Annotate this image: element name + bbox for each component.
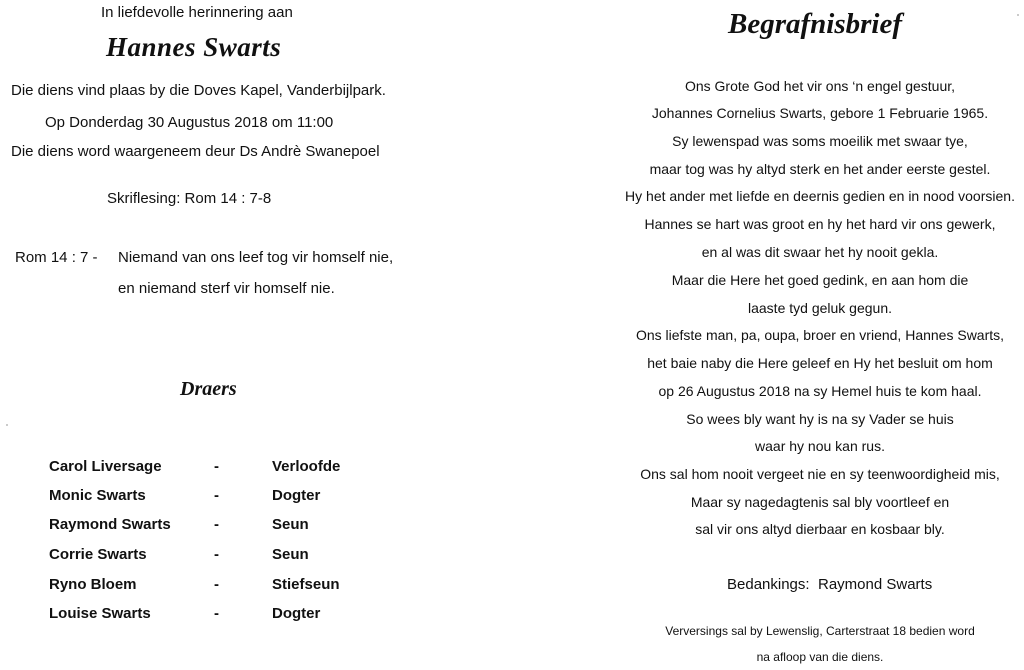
bearer-name: Raymond Swarts: [49, 516, 171, 533]
poem-line: Maar sy nagedagtenis sal bly voortleef en: [690, 494, 950, 510]
verse-line-2: en niemand sterf vir homself nie.: [118, 280, 335, 297]
poem-line: So wees bly want hy is na sy Vader se huis: [686, 411, 954, 427]
scan-speck: [6, 424, 8, 426]
poem-line: Maar die Here het goed gedink, en aan hom die: [671, 272, 969, 288]
bearer-row: [0, 458, 400, 480]
bearer-row: [0, 576, 400, 598]
page-title: Begrafnisbrief: [728, 8, 902, 40]
bearer-separator: -: [214, 576, 219, 593]
service-date: Op Donderdag 30 Augustus 2018 om 11:00: [45, 114, 334, 131]
bearer-relation: Seun: [272, 546, 309, 563]
scan-speck: [1017, 14, 1019, 16]
bearer-separator: -: [214, 605, 219, 622]
bearer-name: Monic Swarts: [49, 487, 146, 504]
bearer-separator: -: [214, 516, 219, 533]
bearer-name: Carol Liversage: [49, 458, 162, 475]
poem-line: Hy het ander met liefde en deernis gedien en in nood voorsien.: [625, 188, 1015, 204]
poem-line: waar hy nou kan rus.: [755, 438, 885, 454]
service-officiant: Die diens word waargeneem deur Ds Andrè Swanepoel: [11, 143, 380, 160]
verse-reference: Rom 14 : 7 -: [15, 249, 98, 266]
refreshments-note-line-1: Verversings sal by Lewenslig, Carterstraat 18 bedien word: [665, 624, 975, 638]
bearer-relation: Dogter: [272, 487, 321, 504]
service-location: Die diens vind plaas by die Doves Kapel, Vanderbijlpark.: [11, 82, 386, 99]
acknowledgements-name: Raymond Swarts: [818, 576, 933, 593]
poem-line: laaste tyd geluk gegun.: [748, 300, 892, 316]
poem-line: Sy lewenspad was soms moeilik met swaar tye,: [672, 133, 968, 149]
bearer-relation: Verloofde: [272, 458, 341, 475]
bearer-separator: -: [214, 487, 219, 504]
bearer-separator: -: [214, 458, 219, 475]
poem-line: en al was dit swaar het hy nooit gekla.: [701, 244, 939, 260]
bearers-list: [0, 0, 400, 670]
poem-line: op 26 Augustus 2018 na sy Hemel huis te kom haal.: [658, 383, 982, 399]
bearer-relation: Seun: [272, 516, 309, 533]
poem-line: Ons Grote God het vir ons ‘n engel gestuur,: [684, 78, 956, 94]
poem-line: maar tog was hy altyd sterk en het ander eerste gestel.: [649, 161, 991, 177]
bearer-name: Corrie Swarts: [49, 546, 147, 563]
deceased-name: Hannes Swarts: [106, 32, 282, 62]
scripture-reading: Skriflesing: Rom 14 : 7-8: [107, 190, 272, 207]
poem-line: Ons sal hom nooit vergeet nie en sy teenwoordigheid mis,: [640, 466, 1000, 482]
bearer-separator: -: [214, 546, 219, 563]
bearer-row: [0, 546, 400, 568]
bearer-name: Louise Swarts: [49, 605, 151, 622]
bearer-relation: Dogter: [272, 605, 321, 622]
poem-line: sal vir ons altyd dierbaar en kosbaar bly.: [695, 521, 945, 537]
poem-line: Johannes Cornelius Swarts, gebore 1 Februarie 1965.: [651, 105, 989, 121]
refreshments-note-line-2: na afloop van die diens.: [756, 650, 884, 664]
bearer-row: [0, 605, 400, 627]
bearers-heading: Draers: [180, 378, 237, 400]
bearer-name: Ryno Bloem: [49, 576, 137, 593]
bearer-relation: Stiefseun: [272, 576, 340, 593]
memorial-poem: [620, 0, 1020, 670]
verse-line-1: Niemand van ons leef tog vir homself nie,: [118, 249, 394, 266]
poem-line: Ons liefste man, pa, oupa, broer en vriend, Hannes Swarts,: [635, 327, 1005, 343]
bearer-row: [0, 487, 400, 509]
poem-line: het baie naby die Here geleef en Hy het besluit om hom: [647, 355, 993, 371]
poem-line: Hannes se hart was groot en hy het hard vir ons gewerk,: [644, 216, 996, 232]
bearer-row: [0, 516, 400, 538]
intro-text: In liefdevolle herinnering aan: [101, 4, 293, 21]
acknowledgements-label: Bedankings:: [727, 576, 810, 593]
